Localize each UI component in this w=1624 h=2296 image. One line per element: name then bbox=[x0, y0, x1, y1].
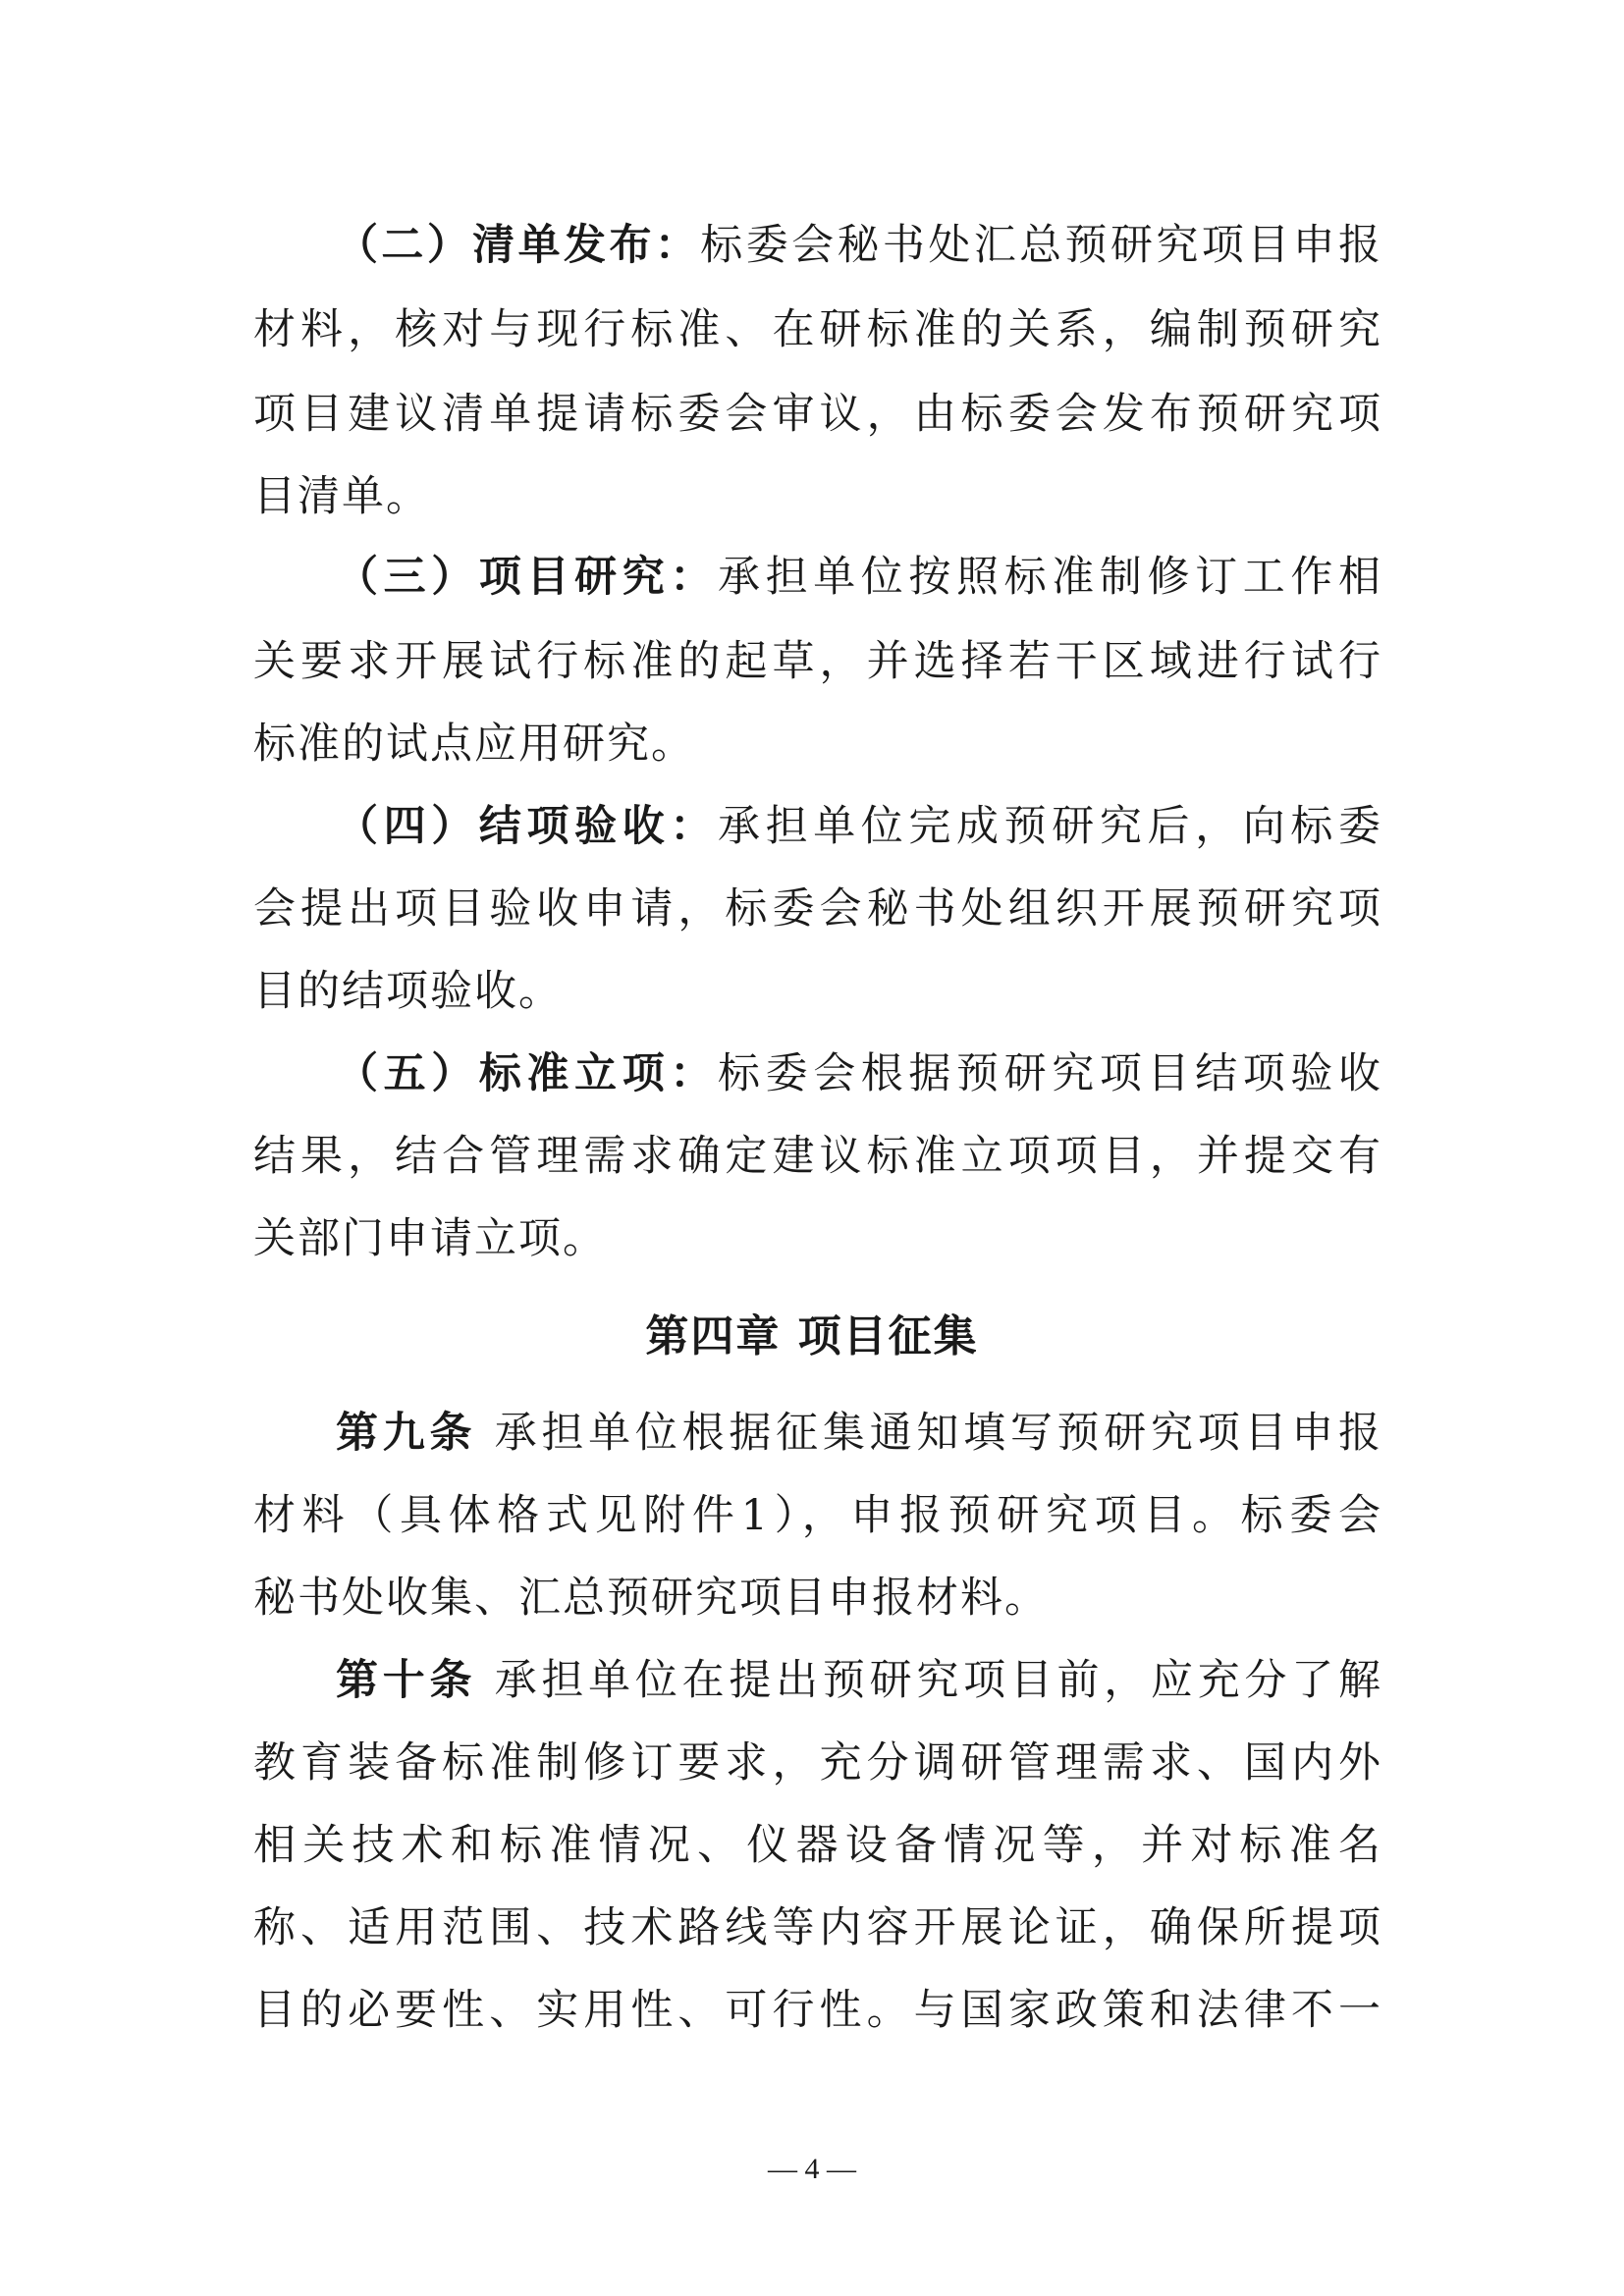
article-heading: 第十条 bbox=[336, 1656, 477, 1705]
section-heading: （四）结项验收： bbox=[336, 802, 718, 851]
paragraph-line: 关部门申请立项。 bbox=[253, 1214, 607, 1263]
paragraph-line: 目的必要性、实用性、可行性。与国家政策和法律不一 bbox=[253, 1986, 1382, 2035]
page-number: — 4 — bbox=[768, 2153, 856, 2185]
section-heading: （三）项目研究： bbox=[336, 553, 718, 602]
paragraph-line: 材料，核对与现行标准、在研标准的关系，编制预研究 bbox=[253, 305, 1382, 354]
paragraph-line: 项目建议清单提请标委会审议，由标委会发布预研究项 bbox=[253, 390, 1382, 439]
paragraph-line bbox=[336, 1406, 1382, 1461]
paragraph-line: 相关技术和标准情况、仪器设备情况等，并对标准名 bbox=[253, 1821, 1382, 1870]
paragraph-line: 关要求开展试行标准的起草，并选择若干区域进行试行 bbox=[253, 637, 1382, 686]
paragraph-line: 会提出项目验收申请，标委会秘书处组织开展预研究项 bbox=[253, 884, 1382, 934]
paragraph-line: 称、适用范围、技术路线等内容开展论证，确保所提项 bbox=[253, 1903, 1382, 1952]
paragraph-text: 承担单位按照标准制修订工作相 bbox=[717, 553, 1383, 602]
section-heading: （五）标准立项： bbox=[336, 1049, 718, 1098]
paragraph-line: 标准的试点应用研究。 bbox=[253, 720, 695, 769]
paragraph-line bbox=[336, 550, 1382, 605]
paragraph-line: 目的结项验收。 bbox=[253, 967, 563, 1016]
paragraph-text: 标委会秘书处汇总预研究项目申报 bbox=[700, 221, 1383, 270]
paragraph-line: 目清单。 bbox=[253, 472, 430, 521]
paragraph-text: 承担单位在提出预研究项目前，应充分了解 bbox=[494, 1656, 1383, 1705]
paragraph-line: 教育装备标准制修订要求，充分调研管理需求、国内外 bbox=[253, 1738, 1382, 1788]
article-heading: 第九条 bbox=[336, 1409, 477, 1458]
section-heading: （二）清单发布： bbox=[336, 221, 701, 270]
paragraph-text: 承担单位完成预研究后，向标委 bbox=[717, 802, 1383, 851]
paragraph-line bbox=[336, 218, 1382, 273]
chapter-title: 第四章 项目征集 bbox=[645, 1311, 979, 1362]
paragraph-line: 材料（具体格式见附件1），申报预研究项目。标委会 bbox=[253, 1491, 1382, 1540]
paragraph-line bbox=[336, 1046, 1382, 1101]
paragraph-line bbox=[336, 1653, 1382, 1708]
paragraph-text: 标委会根据预研究项目结项验收 bbox=[717, 1049, 1383, 1098]
paragraph-line: 秘书处收集、汇总预研究项目申报材料。 bbox=[253, 1574, 1049, 1623]
paragraph-line: 结果，结合管理需求确定建议标准立项项目，并提交有 bbox=[253, 1132, 1382, 1181]
paragraph-line bbox=[336, 799, 1382, 854]
paragraph-text: 承担单位根据征集通知填写预研究项目申报 bbox=[494, 1409, 1383, 1458]
